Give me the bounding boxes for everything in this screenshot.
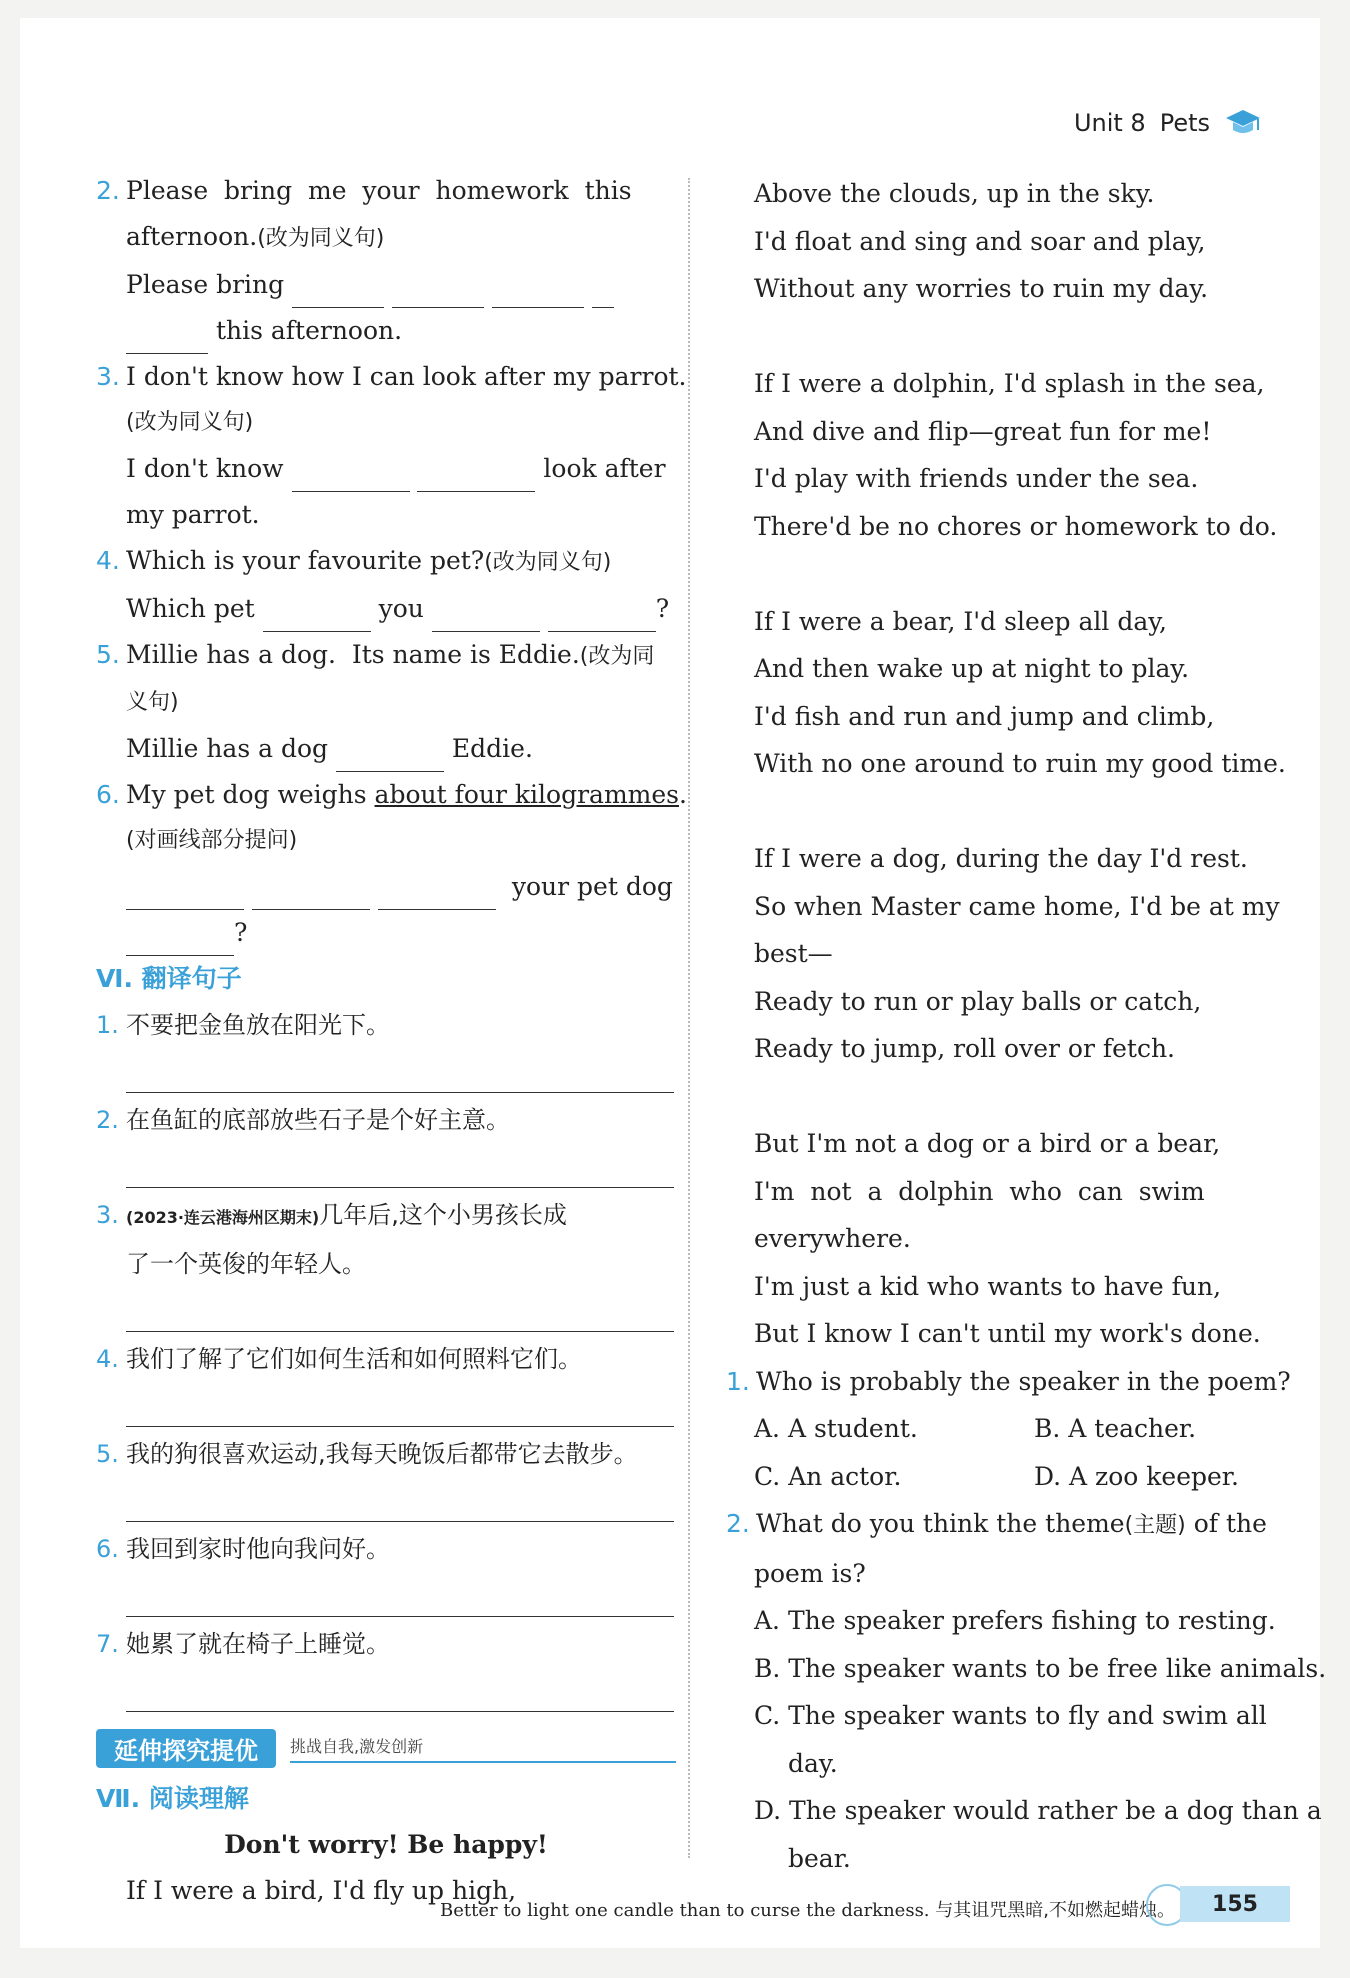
answer-line[interactable] bbox=[126, 1143, 674, 1188]
answer-line: I don't know look after bbox=[96, 446, 676, 492]
option-d[interactable]: D. A zoo keeper. bbox=[1034, 1461, 1239, 1491]
answer-blank[interactable] bbox=[378, 879, 496, 910]
stanza-break bbox=[754, 313, 1294, 361]
poem-title: Don't worry! Be happy! bbox=[224, 1830, 548, 1859]
page-header bbox=[1074, 108, 1262, 138]
reading-question-2: 2. What do you think the theme(主题) of the bbox=[726, 1509, 1267, 1538]
poem-line: Ready to jump, roll over or fetch. bbox=[754, 1034, 1175, 1063]
translation-question: 5. 我的狗很喜欢运动,我每天晚饭后都带它去散步。 bbox=[96, 1440, 638, 1468]
poem-line: Above the clouds, up in the sky. bbox=[754, 179, 1155, 208]
answer-blank[interactable] bbox=[126, 323, 208, 354]
answer-line: Which pet you ? bbox=[96, 586, 676, 632]
poem-line: And dive and flip—great fun for me! bbox=[754, 416, 1212, 446]
poem-line: I'm not a dolphin who can swim bbox=[754, 1176, 1205, 1206]
stanza-break bbox=[754, 788, 1294, 836]
answer-blank[interactable] bbox=[417, 461, 535, 492]
answer-line: your pet dog bbox=[96, 864, 676, 910]
poem-line: But I'm not a dog or a bird or a bear, bbox=[754, 1129, 1221, 1158]
answer-blank[interactable] bbox=[592, 277, 614, 308]
answer-blank[interactable] bbox=[492, 277, 584, 308]
stanza-break bbox=[754, 550, 1294, 598]
poem-line: If I were a bear, I'd sleep all day, bbox=[754, 606, 1168, 636]
answer-line[interactable] bbox=[126, 1477, 674, 1522]
answer-blank[interactable] bbox=[336, 741, 444, 772]
option-b[interactable]: B. A teacher. bbox=[1034, 1414, 1197, 1443]
poem-body bbox=[754, 170, 1294, 1358]
answer-blank[interactable] bbox=[263, 601, 371, 632]
question-5: 5. Millie has a dog. Its name is Eddie.(改为同 bbox=[96, 640, 655, 669]
option-c[interactable]: C. The speaker wants to fly and swim all bbox=[754, 1701, 1267, 1730]
translation-list: 1. 不要把金鱼放在阳光下。 2. 在鱼缸的底部放些石子是个好主意。 3. (2023·连云港海州区期末)几年后,这个小男孩长成 了一个英俊的年轻人。 4. 我们了解了它们如何生活和如何照料它们。 5. 我的狗很喜欢运动,我每天晚饭后都带它去散步。 6. 我回到家时他向我问好。 7. 她累了就在椅子上睡觉。 bbox=[96, 1002, 676, 1712]
option-b[interactable]: B. The speaker wants to be free like animals. bbox=[754, 1653, 1327, 1683]
banner-subtitle: 挑战自我,激发创新 bbox=[290, 1734, 676, 1763]
answer-line[interactable] bbox=[126, 1048, 674, 1093]
translation-question: 1. 不要把金鱼放在阳光下。 bbox=[96, 1011, 390, 1039]
option-d-continued: bear. bbox=[788, 1843, 851, 1873]
options-row bbox=[754, 1453, 1294, 1501]
poem-line: If I were a dolphin, I'd splash in the sea, bbox=[754, 369, 1265, 398]
reading-question-1: 1. Who is probably the speaker in the poem? bbox=[726, 1366, 1291, 1396]
poem-line: everywhere. bbox=[754, 1224, 911, 1253]
footer-quote: Better to light one candle than to curse the darkness. 与其诅咒黑暗,不如燃起蜡烛。 bbox=[440, 1900, 1175, 1921]
extension-banner bbox=[96, 1728, 676, 1768]
poem-line: I'd float and sing and soar and play, bbox=[754, 226, 1206, 256]
section-7-title: Ⅶ. 阅读理解 bbox=[96, 1784, 249, 1813]
option-c-continued: day. bbox=[788, 1748, 838, 1778]
answer-blank[interactable] bbox=[432, 601, 540, 632]
translation-question: 3. (2023·连云港海州区期末)几年后,这个小男孩长成 bbox=[96, 1201, 567, 1229]
right-column: Above the clouds, up in the sky. I'd float and sing and soar and play, Without any worries to ruin my day. If I were a dolphin, I'd splash in the sea, And dive and flip—great fun for me! I'd play with friends under the sea. There'd be no chores or homework to do. If I were a bear, I'd sleep all day, And then wake up at night to play. I'd fish and run and jump and climb, With no one around to ruin my good time. If I were a dog, during the day I'd rest. So when Master came home, I'd be at my best— Ready to run or play balls or catch, Ready to jump, roll over or fetch. But I'm not a dog or a bird or a bear, I'm not a dolphin who can swim everywhere. I'm just a kid who wants to have fun, But I know I can't until my work's done. 1. Who is probably the speaker in the poem? A. A student. B. A teacher. C. An actor. D. A zoo keeper. 2. What do you think the theme(主题) of the poem is? A. The speaker prefers fishing to resting. B. The speaker wants to be free like animals. C. The speaker wants to fly and swim all day. D. The speaker would rather be a dog than a bear. bbox=[754, 170, 1294, 1882]
poem-line: Ready to run or play balls or catch, bbox=[754, 986, 1202, 1016]
unit-title: Pets bbox=[1159, 109, 1210, 137]
question-6: 6. My pet dog weighs about four kilogrammes. bbox=[96, 780, 687, 809]
answer-line: Millie has a dog Eddie. bbox=[96, 726, 676, 772]
graduation-cap-icon bbox=[1224, 108, 1262, 138]
answer-blank[interactable] bbox=[548, 601, 656, 632]
question-3: 3. I don't know how I can look after my parrot. bbox=[96, 362, 687, 391]
answer-line: Please bring bbox=[96, 262, 676, 308]
answer-line[interactable] bbox=[126, 1382, 674, 1427]
option-a[interactable]: A. A student. bbox=[754, 1414, 918, 1443]
answer-blank[interactable] bbox=[252, 879, 370, 910]
poem-line: And then wake up at night to play. bbox=[754, 654, 1190, 683]
poem-line: But I know I can't until my work's done. bbox=[754, 1319, 1261, 1348]
poem-line: I'd play with friends under the sea. bbox=[754, 464, 1199, 493]
translation-question: 4. 我们了解了它们如何生活和如何照料它们。 bbox=[96, 1345, 582, 1373]
poem-line: With no one around to ruin my good time. bbox=[754, 749, 1286, 778]
answer-blank[interactable] bbox=[392, 277, 484, 308]
options-row bbox=[754, 1405, 1294, 1453]
translation-question: 7. 她累了就在椅子上睡觉。 bbox=[96, 1630, 390, 1658]
question-2: 2. Please bring me your homework this bbox=[96, 176, 632, 205]
answer-line[interactable] bbox=[126, 1667, 674, 1712]
translation-question: 2. 在鱼缸的底部放些石子是个好主意。 bbox=[96, 1106, 510, 1134]
answer-line[interactable] bbox=[126, 1572, 674, 1617]
section-6-title: Ⅵ. 翻译句子 bbox=[96, 964, 242, 993]
option-c[interactable]: C. An actor. bbox=[754, 1461, 902, 1491]
answer-line[interactable] bbox=[126, 1287, 674, 1332]
stanza-break bbox=[754, 1073, 1294, 1121]
page-number: 155 bbox=[1180, 1886, 1290, 1922]
banner-tag: 延伸探究提优 bbox=[96, 1729, 276, 1768]
poem-line: If I were a bird, I'd fly up high, bbox=[126, 1876, 517, 1905]
option-d[interactable]: D. The speaker would rather be a dog than a bbox=[754, 1796, 1322, 1825]
poem-line: There'd be no chores or homework to do. bbox=[754, 511, 1278, 541]
poem-line: Without any worries to ruin my day. bbox=[754, 274, 1209, 303]
column-divider bbox=[688, 178, 690, 1858]
workbook-page bbox=[20, 18, 1327, 1948]
answer-blank[interactable] bbox=[126, 925, 234, 956]
left-column: 2. Please bring me your homework this afternoon.(改为同义句) Please bring this afternoon. 3. I don't know how I can look after my parrot. (改为同义句) I don't know look after my parrot. 4. Which is your favourite pet?(改为同义句) Which pet you ? 5. Millie has a dog. Its name is Eddie.(改为同 义句) Millie has a dog Eddie. 6. My pet dog weighs about four kilogrammes. (对画线部分提问) your pet dog ? Ⅵ. 翻译句子 1. 不要把金鱼放在阳光下。 2. 在鱼缸的底部放些石子是个好主意。 3. (2023·连云港海州区期末)几年后,这个小男孩长成 了一个英俊的年轻人。 4. 我们了解了它们如何生活和如何照料它们。 5. 我的狗很喜欢运动,我每天晚饭后都带它去散步。 6. 我回到家时他向我问好。 7. 她累了就在椅子上睡觉。 延伸探究提优 挑战自我,激发创新 Ⅶ. 阅读理解 Don't worry! Be happy! If I were a bird, I'd fly up high, bbox=[96, 168, 676, 1914]
poem-line: So when Master came home, I'd be at my bbox=[754, 891, 1280, 921]
poem-line: If I were a dog, during the day I'd rest. bbox=[754, 844, 1248, 873]
unit-label: Unit 8 bbox=[1073, 109, 1146, 137]
answer-blank[interactable] bbox=[292, 461, 410, 492]
poem-line: I'm just a kid who wants to have fun, bbox=[754, 1271, 1222, 1301]
option-a[interactable]: A. The speaker prefers fishing to resting. bbox=[754, 1606, 1276, 1635]
answer-blank[interactable] bbox=[292, 277, 384, 308]
answer-blank[interactable] bbox=[126, 879, 244, 910]
poem-line: best— bbox=[754, 939, 833, 968]
question-4: 4. Which is your favourite pet?(改为同义句) bbox=[96, 546, 612, 575]
translation-question: 6. 我回到家时他向我问好。 bbox=[96, 1535, 390, 1563]
poem-line: I'd fish and run and jump and climb, bbox=[754, 701, 1215, 731]
